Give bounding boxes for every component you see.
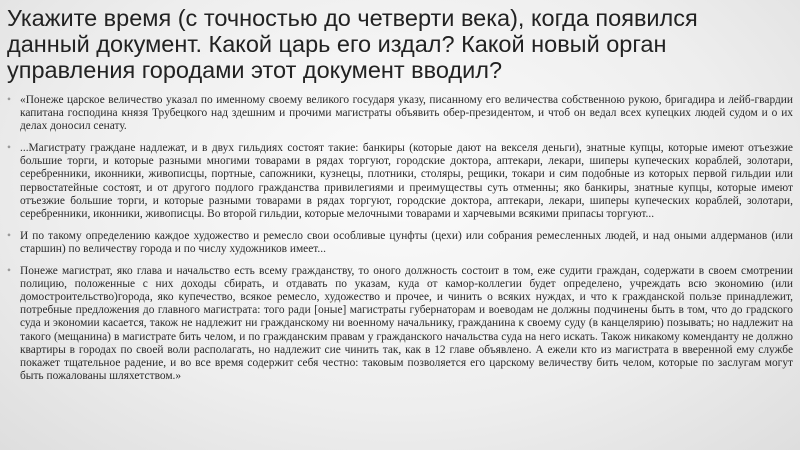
slide-title: Укажите время (с точностью до четверти века), когда появился данный документ. Какой царь его издал? Какой новый орган управления городами этот документ вводил? (7, 5, 698, 83)
paragraph-4 (7, 265, 793, 383)
bullet-icon: • (7, 229, 11, 242)
paragraph-3 (7, 230, 793, 256)
paragraph-1 (7, 94, 793, 133)
paragraph-text: «Понеже царское величество указал по именному своему великого государя указу, писанному его величества собственною рукою, бригадира и лейб-гвардии капитана господина князя Трубецкого над здешним и прочими магистраты объявить обер-президентом, и чтоб он ведал всех купецких людей судом и о их делах доносил сенату. (20, 94, 793, 133)
slide-content (7, 94, 793, 446)
bullet-icon: • (7, 142, 11, 155)
paragraph-text: И по такому определению каждое художество и ремесло свои особливые цунфты (цехи) или собрания ремесленных людей, и над оными алдерманов (или старшин) по величеству города и по числу художников имеет... (20, 229, 793, 255)
bullet-icon: • (7, 94, 11, 106)
paragraph-text: Понеже магистрат, яко глава и начальство есть всему гражданству, то оного должность состоит в том, еже судити граждан, содержати в своем смотрении полицию, положенные с них доходы сбирать, и отдавать по указам, куда от камор-коллегии будет определено, учреждать всю экономию (или домостроительство)города, яко купечество, всякое ремесло, художество и прочее, и чинить о всяких нуждах, и что к гражданской пользе принадлежит, потребные предложения до главного магистрата: того ради [оные] магистраты губернаторам и воеводам не должны подчинены быть в том, что до градского суда и экономии касается, також не надлежит ни гражданскому ни военному начальнику, гражданина к своему суду (в канцелярию) позывать; но надлежит на такого (мещанина) в магистрате бить челом, и по гражданским правам у гражданского начальства суда на него искать. Також никакому коменданту не должно квартиры в городах по своей воли располагать, но надлежит сие чинить так, как в 12 главе объявлено. А ежели кто из магистрата в вверенной ему службе покажет тщательное радение, и во все время содержит себя честно: таковым позволяется его царскому величеству бить челом, которые по заслугам могут быть пожалованы шляхетством.» (20, 265, 793, 382)
paragraph-text: ...Магистрату граждане надлежат, и в двух гильдиях состоят такие: банкиры (которые дают на векселя деньги), знатные купцы, которые имеют отъезжие большие торги, и которые разными многими товарами в рядах торгуют, городские доктора, аптекари, лекари, шиперы купеческих кораблей, золотари, серебренники, иконники, живописцы, портные, сапожники, кузнецы, плотники, столяры, рещики, токари и сим подобные из которых первой гильдии или первостатейные состоят, и от другого подлого гражданства привилегиями и преимуществы суть отменны; яко банкиры, знатные купцы, которые имеют отъезжие большие торги, и которые разными товарами в рядах торгуют, городские доктора, аптекари, лекари, шиперы купеческих кораблей, золотари, серебренники, иконники, живописцы. Во второй гильдии, которые мелочными товарами и харчевыми всякими припасы торгуют... (20, 142, 793, 220)
paragraph-2 (7, 142, 793, 221)
bullet-icon: • (7, 265, 11, 278)
